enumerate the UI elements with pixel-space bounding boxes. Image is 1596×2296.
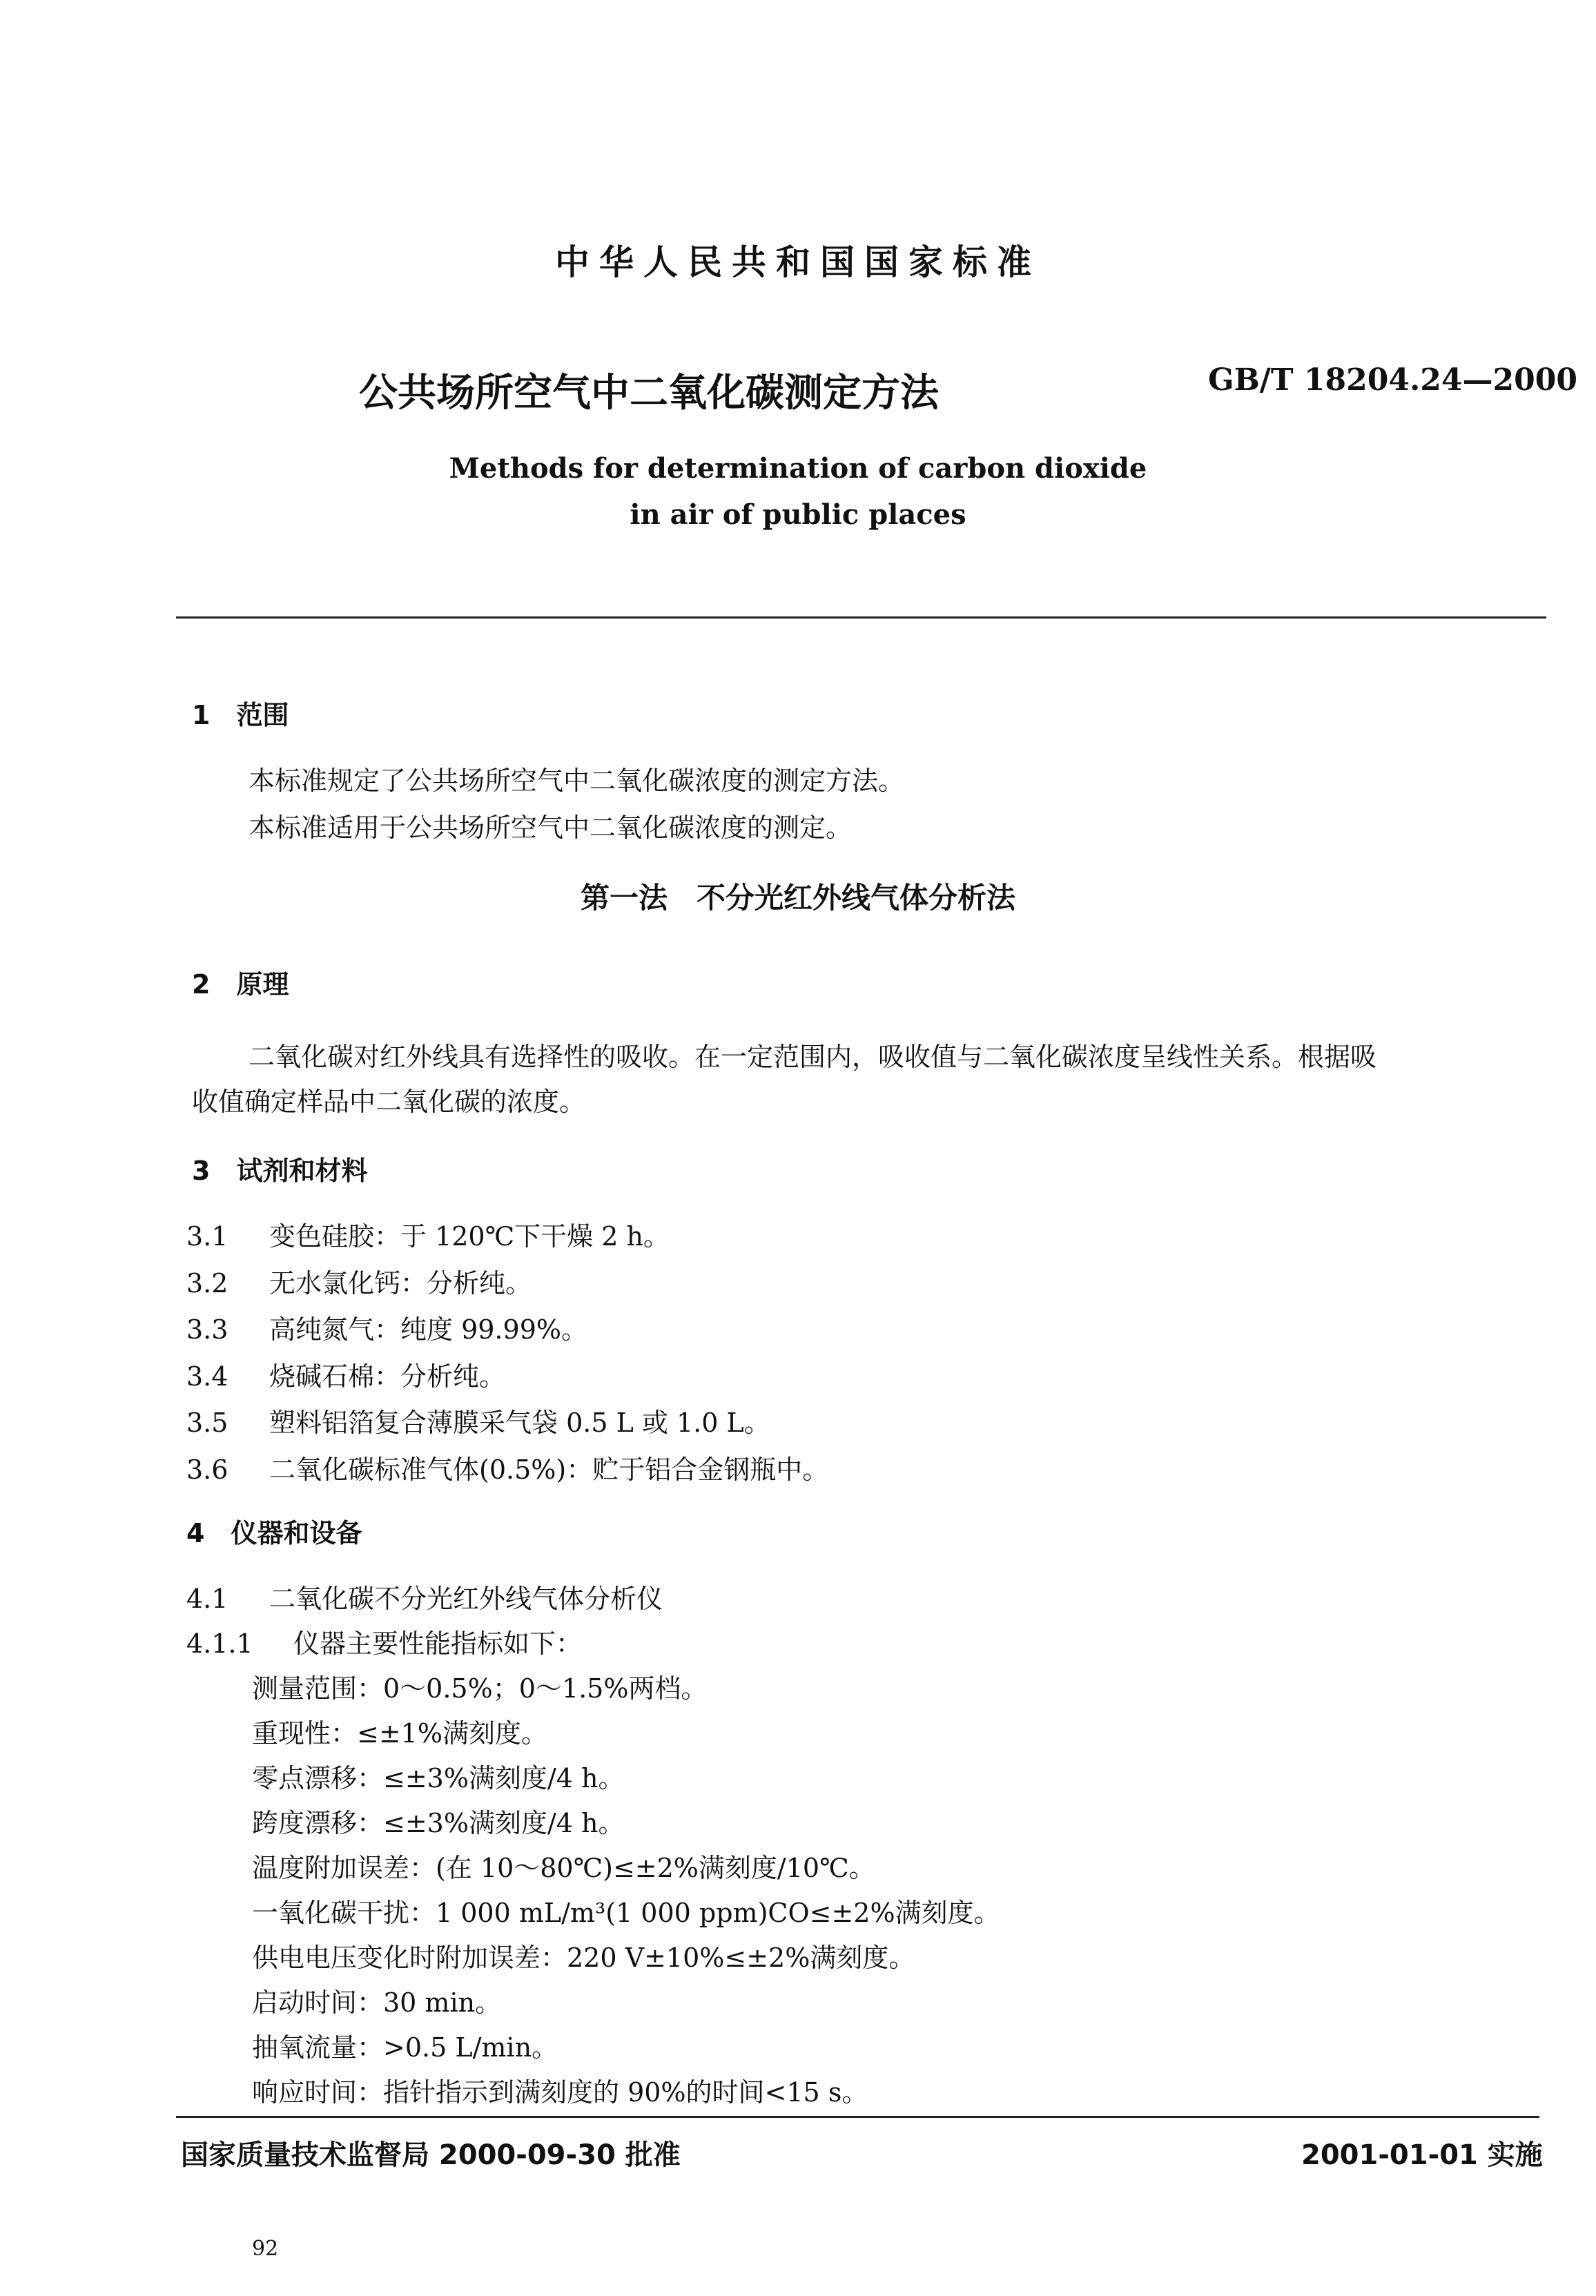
approval-line: 国家质量技术监督局 2000-09-30 批准 bbox=[181, 2139, 681, 2171]
list-item bbox=[186, 1448, 828, 1486]
list-item bbox=[186, 1622, 582, 1660]
item-text: 无水氯化钙：分析纯。 bbox=[269, 1268, 532, 1298]
effective-date: 2001-01-01 实施 bbox=[1301, 2139, 1543, 2171]
item-text: 变色硅胶：于 120℃下干燥 2 h。 bbox=[269, 1221, 670, 1252]
document-title-cn: 公共场所空气中二氧化碳测定方法 bbox=[359, 371, 939, 416]
item-number: 3.6 bbox=[186, 1455, 228, 1485]
item-number: 4.1.1 bbox=[186, 1628, 253, 1659]
spec-line: 零点漂移：≤±3%满刻度/4 h。 bbox=[252, 1763, 625, 1793]
section-2-heading: 2 原理 bbox=[192, 969, 289, 1000]
list-item bbox=[186, 1215, 670, 1253]
item-text: 仪器主要性能指标如下： bbox=[293, 1628, 583, 1659]
national-standard-heading: 中华人民共和国国家标准 bbox=[555, 242, 1041, 282]
item-number: 3.3 bbox=[186, 1314, 228, 1345]
section-4-heading: 4 仪器和设备 bbox=[186, 1518, 362, 1548]
section-3-heading: 3 试剂和材料 bbox=[192, 1156, 368, 1186]
item-number: 3.5 bbox=[186, 1408, 228, 1438]
list-item bbox=[186, 1401, 770, 1439]
spec-line: 测量范围：0～0.5%；0～1.5%两档。 bbox=[252, 1673, 708, 1704]
section-2-paragraph-line: 收值确定样品中二氧化碳的浓度。 bbox=[192, 1087, 586, 1117]
item-text: 二氧化碳标准气体(0.5%)：贮于铝合金钢瓶中。 bbox=[269, 1455, 829, 1485]
method-title: 第一法 不分光红外线气体分析法 bbox=[580, 881, 1015, 915]
section-2-paragraph-line: 二氧化碳对红外线具有选择性的吸收。在一定范围内，吸收值与二氧化碳浓度呈线性关系。根据吸 bbox=[249, 1042, 1377, 1072]
item-number: 3.4 bbox=[186, 1361, 228, 1392]
spec-line: 跨度漂移：≤±3%满刻度/4 h。 bbox=[252, 1808, 625, 1838]
spec-line: 启动时间：30 min。 bbox=[252, 1987, 502, 2018]
list-item bbox=[186, 1262, 532, 1300]
header-divider bbox=[176, 616, 1546, 619]
spec-line: 温度附加误差：(在 10～80℃)≤±2%满刻度/10℃。 bbox=[252, 1853, 875, 1883]
spec-line: 抽氧流量：>0.5 L/min。 bbox=[252, 2032, 558, 2063]
footer-divider bbox=[176, 2116, 1539, 2118]
spec-line: 重现性：≤±1%满刻度。 bbox=[252, 1718, 547, 1749]
spec-line: 一氧化碳干扰：1 000 mL/m³(1 000 ppm)CO≤±2%满刻度。 bbox=[252, 1898, 1000, 1928]
section-1-heading: 1 范围 bbox=[192, 700, 289, 730]
section-1-paragraph: 本标准规定了公共场所空气中二氧化碳浓度的测定方法。 bbox=[249, 766, 905, 796]
page-number: 92 bbox=[252, 2237, 279, 2261]
document-title-en-line2: in air of public places bbox=[630, 498, 966, 531]
document-title-en-line1: Methods for determination of carbon dioxide bbox=[449, 452, 1147, 485]
spec-line: 响应时间：指针指示到满刻度的 90%的时间<15 s。 bbox=[252, 2077, 868, 2108]
list-item bbox=[186, 1577, 663, 1615]
spec-line: 供电电压变化时附加误差：220 V±10%≤±2%满刻度。 bbox=[252, 1943, 915, 1973]
list-item bbox=[186, 1308, 587, 1346]
item-text: 高纯氮气：纯度 99.99%。 bbox=[269, 1314, 587, 1345]
item-text: 烧碱石棉：分析纯。 bbox=[269, 1361, 506, 1392]
item-text: 塑料铝箔复合薄膜采气袋 0.5 L 或 1.0 L。 bbox=[269, 1408, 770, 1438]
standard-code: GB/T 18204.24—2000 bbox=[1208, 362, 1577, 398]
item-text: 二氧化碳不分光红外线气体分析仪 bbox=[269, 1584, 663, 1614]
item-number: 3.2 bbox=[186, 1268, 228, 1298]
item-number: 3.1 bbox=[186, 1221, 228, 1252]
section-1-paragraph: 本标准适用于公共场所空气中二氧化碳浓度的测定。 bbox=[249, 813, 853, 843]
list-item bbox=[186, 1355, 505, 1393]
item-number: 4.1 bbox=[186, 1584, 228, 1614]
